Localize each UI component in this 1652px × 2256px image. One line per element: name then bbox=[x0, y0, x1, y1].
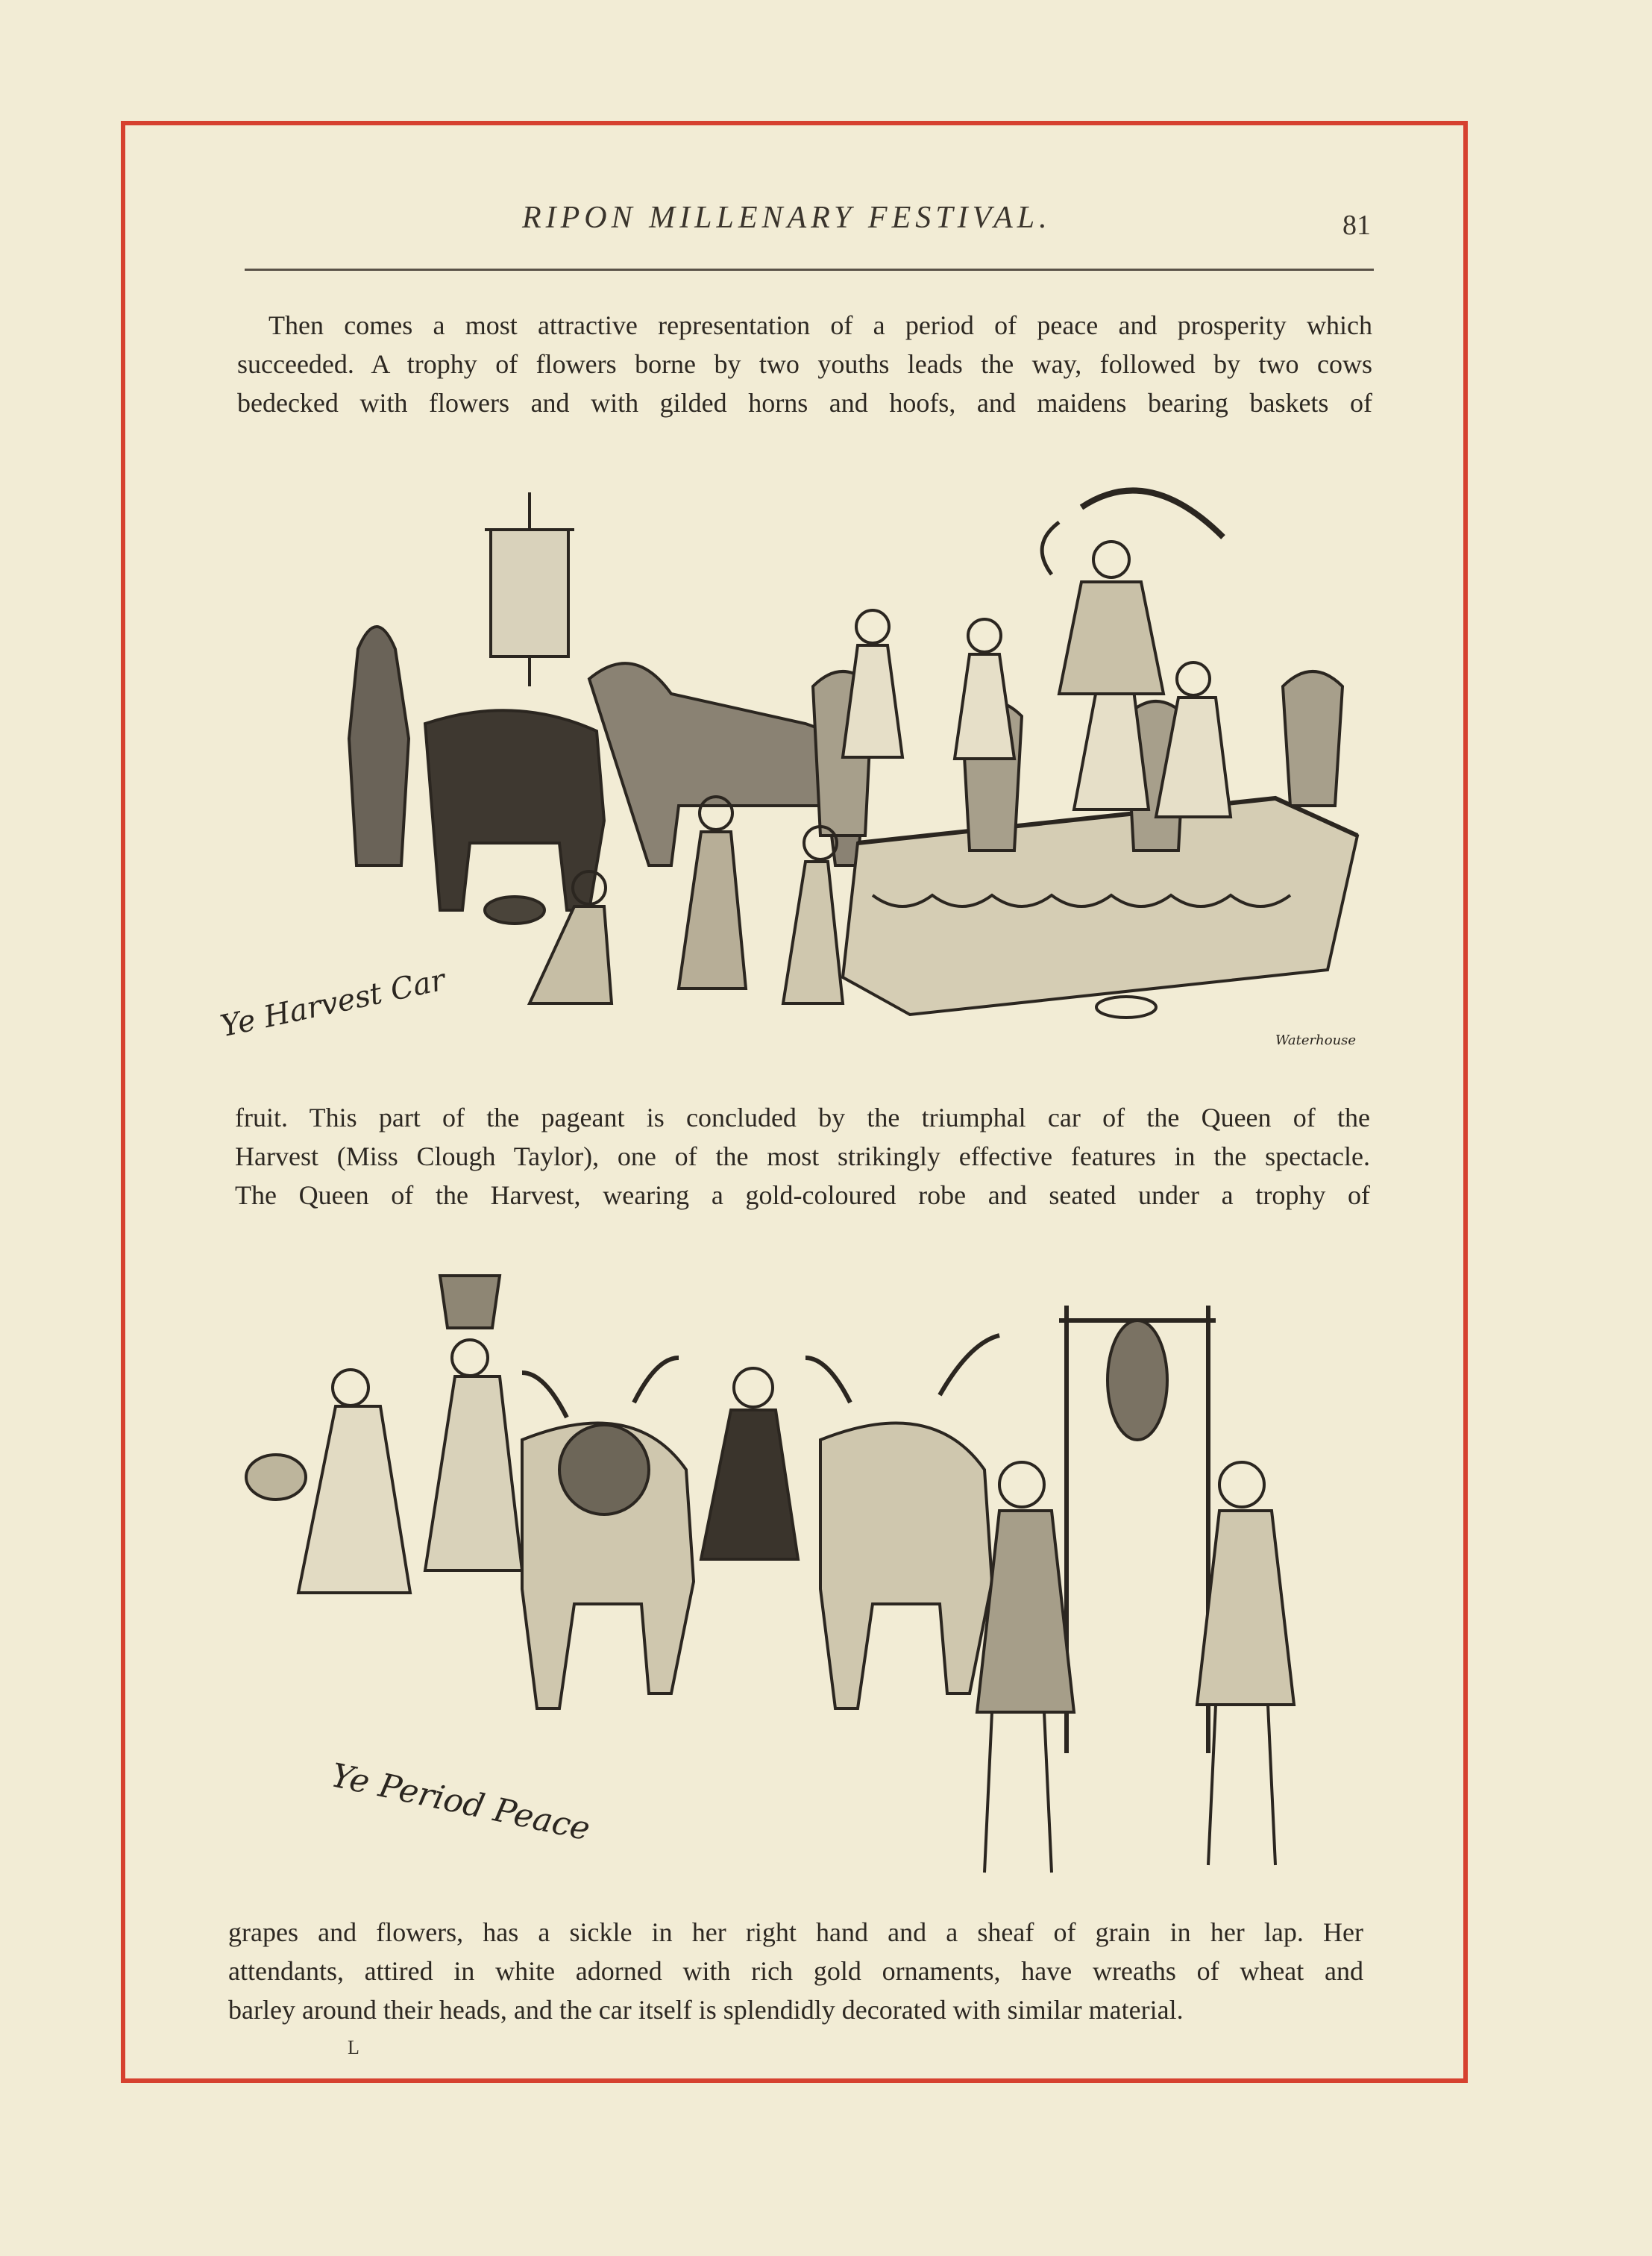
paragraph-1 bbox=[237, 306, 1372, 422]
period-of-peace-illustration bbox=[239, 1231, 1402, 1902]
printer-signature-mark: L bbox=[348, 2037, 359, 2058]
harvest-car-illustration bbox=[201, 440, 1395, 1082]
paragraph-line: barley around their heads, and the car itself is splendidly decorated with similar material. bbox=[228, 1995, 1184, 2025]
header-rule bbox=[245, 269, 1374, 271]
page-number: 81 bbox=[1342, 210, 1371, 241]
paragraph-line: grapes and flowers, has a sickle in her right hand and a sheaf of grain in her lap. Her bbox=[228, 1917, 1363, 1947]
paragraph-line: succeeded. A trophy of flowers borne by two youths leads the way, followed by two cows bbox=[237, 349, 1372, 379]
paragraph-line: The Queen of the Harvest, wearing a gold-coloured robe and seated under a trophy of bbox=[235, 1180, 1370, 1210]
paragraph-line: bedecked with flowers and with gilded horns and hoofs, and maidens bearing baskets of bbox=[237, 388, 1372, 418]
paragraph-line: Then comes a most attractive representation of a period of peace and prosperity which bbox=[268, 310, 1372, 340]
paragraph-line: fruit. This part of the pageant is concluded by the triumphal car of the Queen of the bbox=[235, 1103, 1370, 1132]
harvest-car-drawing bbox=[201, 440, 1395, 1082]
artist-signature: Waterhouse bbox=[1275, 1033, 1357, 1048]
paragraph-3 bbox=[228, 1913, 1363, 2029]
period-of-peace-drawing bbox=[239, 1231, 1402, 1902]
paragraph-line: attendants, attired in white adorned with rich gold ornaments, have wreaths of wheat and bbox=[228, 1956, 1363, 1986]
running-title: RIPON MILLENARY FESTIVAL. bbox=[522, 201, 1052, 235]
harvest-car-caption: Ye Harvest Car bbox=[217, 962, 448, 1044]
period-of-peace-caption: Ye Period Peace bbox=[327, 1756, 594, 1849]
paragraph-2 bbox=[235, 1098, 1370, 1215]
paragraph-line: Harvest (Miss Clough Taylor), one of the most strikingly effective features in the spectacle. bbox=[235, 1141, 1370, 1171]
